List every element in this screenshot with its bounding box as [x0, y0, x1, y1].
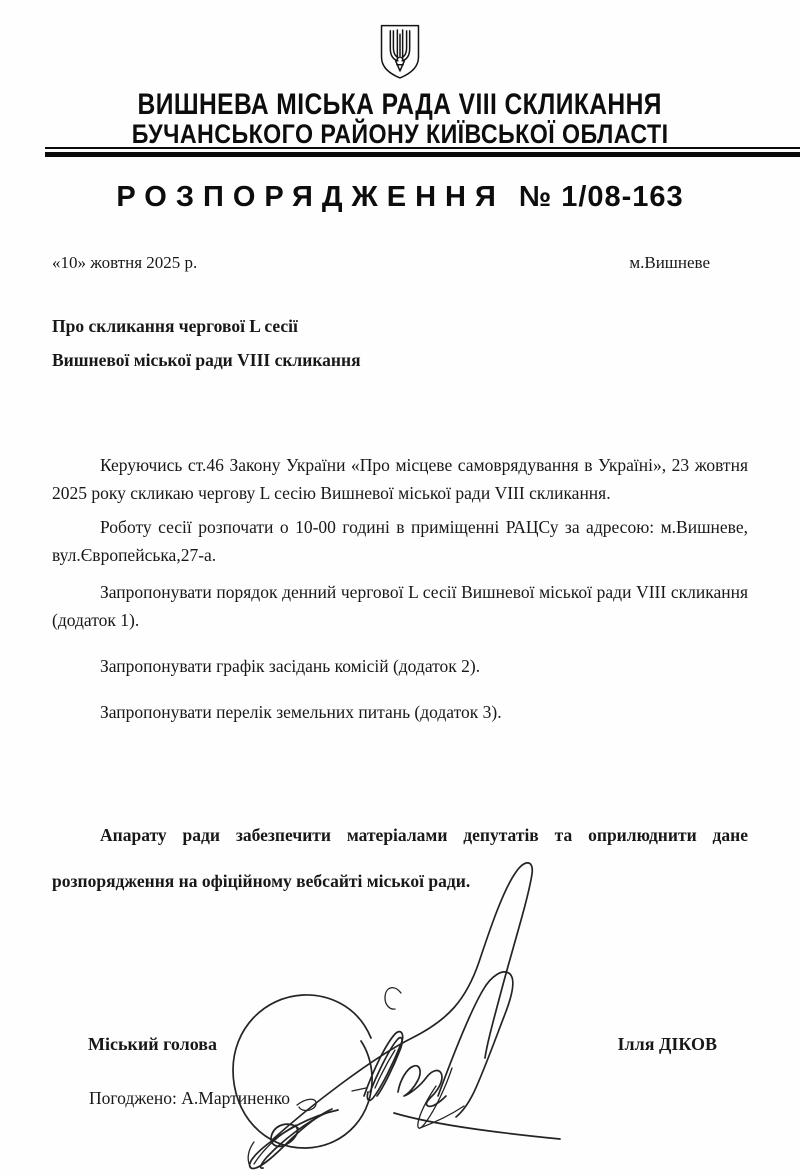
org-name-line2-text: БУЧАНСЬКОГО РАЙОНУ КИЇВСЬКОЇ ОБЛАСТІ — [131, 119, 669, 149]
org-name-line2 — [0, 119, 800, 150]
org-name-line1-text: ВИШНЕВА МІСЬКА РАДА VIII СКЛИКАННЯ — [137, 88, 663, 121]
document-body — [52, 451, 748, 904]
date-place-row — [52, 253, 710, 273]
subject-line2: Вишневої міської ради VIII скликання — [52, 350, 361, 370]
ukraine-trident-icon — [378, 23, 422, 81]
signer-name: Ілля ДІКОВ — [617, 1034, 717, 1054]
subject-block — [52, 309, 472, 377]
body-paragraph: Керуючись ст.46 Закону України «Про місцеве самоврядування в Україні», 23 жовтня 2025 року скликаю чергову L сесію Вишневої міської ради VIII скликання. — [52, 455, 748, 503]
body-paragraph: Запропонувати перелік земельних питань (додаток 3). — [100, 702, 502, 722]
signature-row — [88, 1034, 717, 1055]
approval-line: Погоджено: А.Мартиненко — [89, 1088, 290, 1108]
body-paragraph: Запропонувати порядок денний чергової L сесії Вишневої міської ради VIII скликання (додаток 1). — [52, 582, 748, 630]
org-name-line1 — [0, 88, 800, 122]
subject-line1: Про скликання чергової L сесії — [52, 316, 298, 336]
document-number: № 1/08-163 — [518, 181, 684, 213]
document-title-row — [0, 181, 800, 214]
final-instruction-paragraph: Апарату ради забезпечити матеріалами депутатів та оприлюднити дане розпорядження на офіційному вебсайті міської ради. — [52, 825, 748, 891]
body-paragraph: Запропонувати графік засідань комісій (додаток 2). — [100, 656, 481, 676]
issue-date: «10» жовтня 2025 р. — [52, 253, 198, 272]
signer-title: Міський голова — [88, 1034, 217, 1054]
document-title: РОЗПОРЯДЖЕННЯ — [116, 181, 505, 213]
header-divider-rule — [45, 147, 800, 157]
body-paragraph: Роботу сесії розпочати о 10-00 годині в приміщенні РАЦСу за адресою: м.Вишневе, вул.Європейська,27-а. — [52, 517, 748, 565]
issue-place: м.Вишневе — [629, 253, 710, 272]
